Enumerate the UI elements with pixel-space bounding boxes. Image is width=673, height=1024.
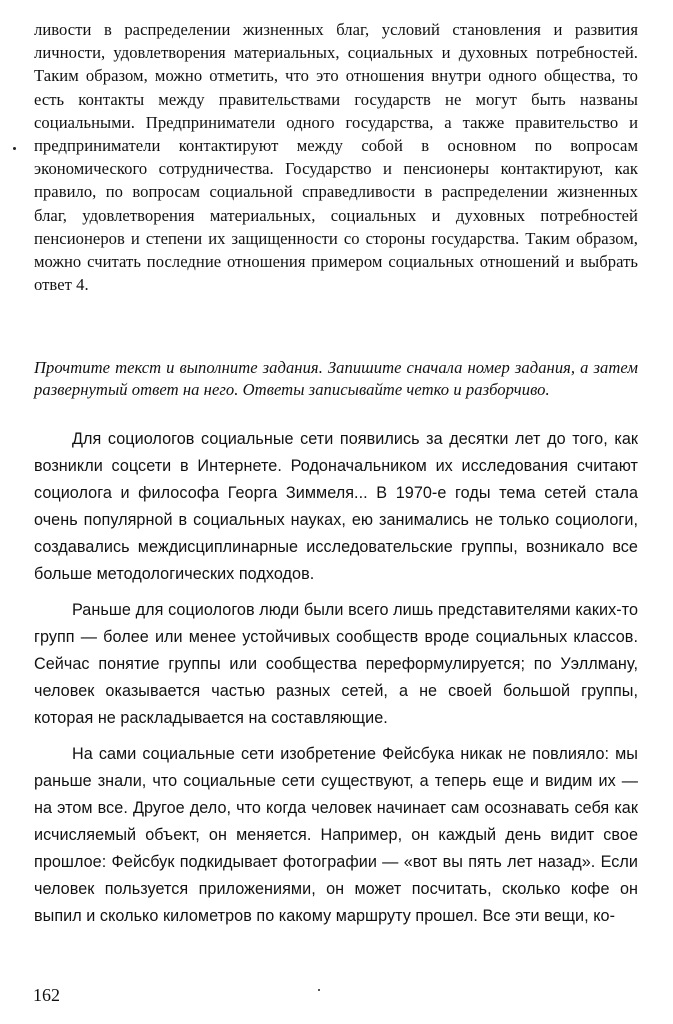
- page-number: 162: [33, 985, 60, 1005]
- article-paragraph-2: Раньше для социологов люди были всего лишь представителями каких-то групп — более или менее устойчивых сообществ вроде социальных классов. Сейчас понятие группы или сообщества переформулируется; по Уэллману, человек оказывается частью разных сетей, а не своей большой группы, которая не раскладывается на составляющие.: [34, 601, 638, 727]
- print-speck: [318, 989, 320, 991]
- article-paragraph-3: На сами социальные сети изобретение Фейсбука никак не повлияло: мы раньше знали, что социальные сети существуют, а теперь еще и видим их — на этом все. Другое дело, что когда человек начинает сам осознавать себя как исчисляемый объект, он меняется. Например, он каждый день видит свое прошлое: Фейсбук подкидывает фотографии — «вот вы пять лет назад». Если человек пользуется приложениями, он может посчитать, сколько кофе он выпил и сколько километров по какому маршруту прошел. Все эти вещи, ко-: [34, 745, 638, 925]
- article-text: [34, 426, 638, 939]
- article-paragraph-1: Для социологов социальные сети появились за десятки лет до того, как возникли соцсети в Интернете. Родоначальником их исследования считают социолога и философа Георга Зиммеля... В 1970-е годы тема сетей стала очень популярной в социальных науках, ею занимались не только социологи, создавались междисциплинарные исследовательские группы, возникало все больше методологических подходов.: [34, 430, 638, 583]
- print-speck: [13, 147, 16, 150]
- intro-paragraph: ливости в распределении жизненных благ, условий становления и развития личности, удовлетворения материальных, социальных и духовных потребностей. Таким образом, можно отметить, что это отношения внутри одного общества, то есть контакты между правительствами государств не могут быть названы социальными. Предприниматели одного государства, а также правительство и предприниматели контактируют между собой в основном по вопросам экономического сотрудничества. Государство и пенсионеры контактируют, как правило, по вопросам социальной справедливости в распределении жизненных благ, удовлетворения материальных, социальных и духовных потребностей пенсионеров и степени их защищенности со стороны государства. Таким образом, можно считать последние отношения примером социальных отношений и выбрать ответ 4.: [34, 20, 638, 295]
- task-instruction: Прочтите текст и выполните задания. Запишите сначала номер задания, а затем развернутый ответ на него. Ответы записывайте четко и разборчиво.: [34, 358, 638, 399]
